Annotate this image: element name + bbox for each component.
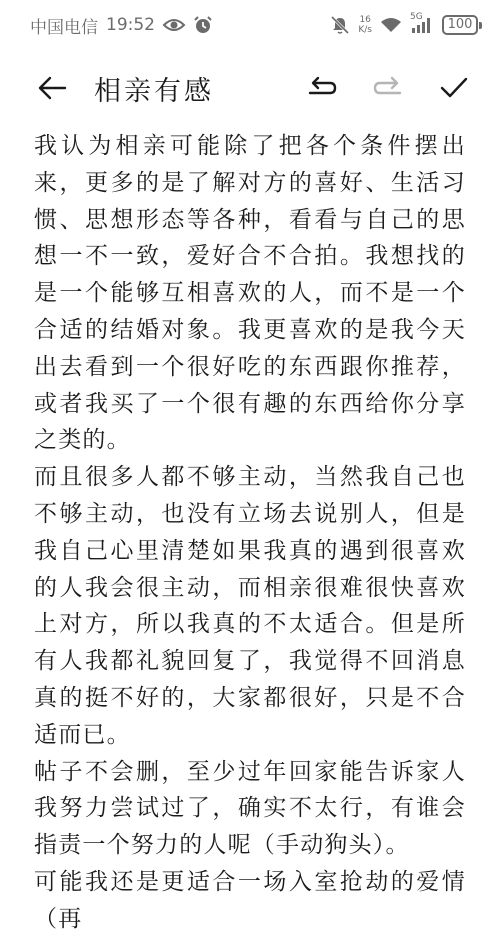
status-bar <box>0 0 500 50</box>
toolbar-actions <box>302 68 474 108</box>
note-body[interactable] <box>34 128 466 938</box>
clock-time: 19:52 <box>106 15 155 35</box>
note-paragraph[interactable]: 帖子不会删，至少过年回家能告诉家人我努力尝试过了，确实不太行，有谁会指责一个努力的人呢（手动狗头）。 <box>34 758 466 859</box>
battery-level: 100 <box>442 15 478 35</box>
network-speed-unit: K/s <box>358 25 372 35</box>
carrier-label: 中国电信 <box>30 17 98 38</box>
wifi-icon <box>380 17 402 33</box>
signal-label: 5G <box>410 12 423 22</box>
network-speed-value: 16 <box>359 15 371 25</box>
cellular-signal-icon <box>410 12 434 34</box>
redo-icon[interactable] <box>368 68 408 108</box>
network-speed <box>358 15 372 35</box>
battery-icon <box>442 15 482 35</box>
note-paragraph[interactable]: 而且很多人都不够主动，当然我自己也不够主动，也没有立场去说别人，但是我自己心里清楚如果我真的遇到很喜欢的人我会很主动，而相亲很难很快喜欢上对方，所以我真的不太适合。但是所有人我都礼貌回复了，我觉得不回消息真的挺不好的，大家都很好，只是不合适而已。 <box>34 464 466 748</box>
alarm-icon <box>193 15 213 35</box>
status-left <box>30 13 213 38</box>
note-paragraph[interactable]: 我认为相亲可能除了把各个条件摆出来，更多的是了解对方的喜好、生活习惯、思想形态等各种，看看与自己的思想一不一致，爱好合不合拍。我想找的是一个能够互相喜欢的人，而不是一个合适的结婚对象。我更喜欢的是我今天出去看到一个很好吃的东西跟你推荐，或者我买了一个很有趣的东西给你分享之类的。 <box>34 133 466 454</box>
mute-icon <box>330 15 350 35</box>
status-right <box>330 12 482 35</box>
editor-toolbar <box>0 56 500 120</box>
battery-tip <box>479 22 482 29</box>
note-title[interactable]: 相亲有感 <box>94 75 214 107</box>
eye-icon <box>163 17 185 33</box>
check-icon[interactable] <box>434 68 474 108</box>
back-arrow-icon[interactable] <box>32 68 72 108</box>
undo-icon[interactable] <box>302 68 342 108</box>
note-paragraph[interactable]: 可能我还是更适合一场入室抢劫的爱情（再 <box>34 868 466 932</box>
